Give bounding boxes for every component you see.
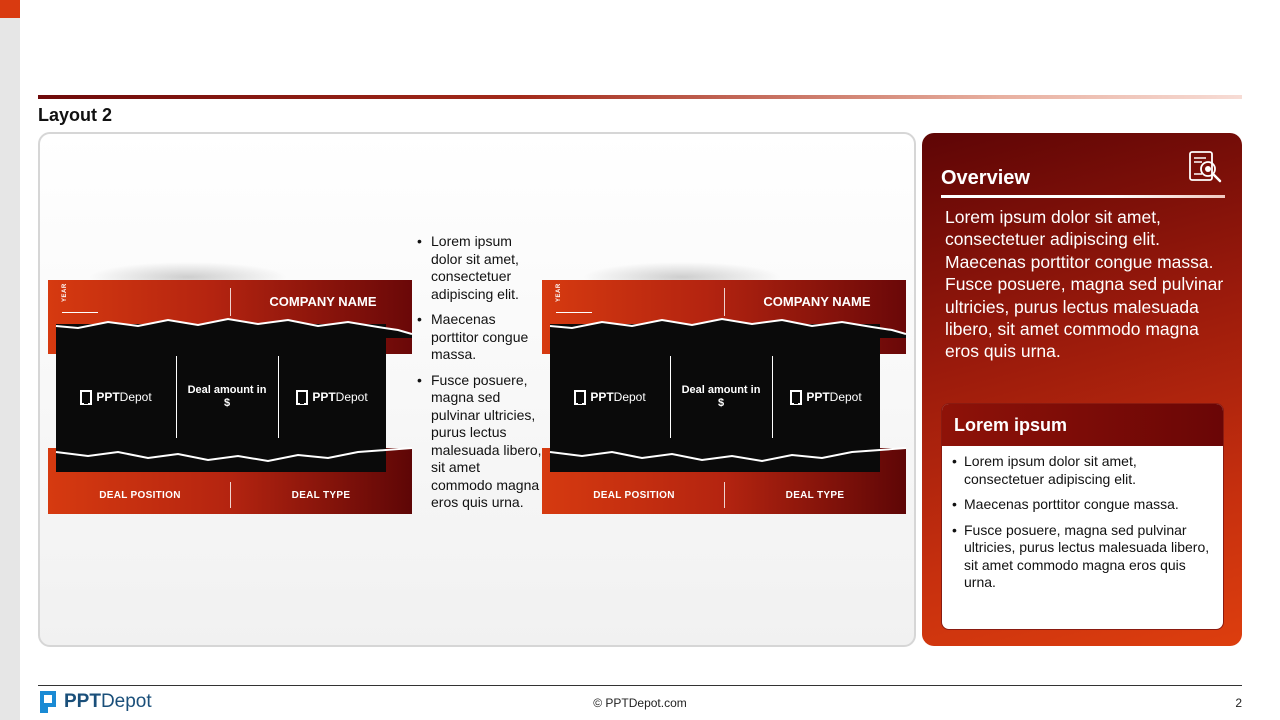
left-strip <box>0 0 20 720</box>
footer-logo-text: PPTDepot <box>64 691 152 712</box>
lorem-box <box>941 403 1224 630</box>
footer-logo <box>38 689 152 715</box>
pptdepot-logo-icon <box>574 390 586 405</box>
card-bottom-divider <box>230 482 231 508</box>
overview-underline <box>941 195 1225 198</box>
torn-edge-top <box>542 316 906 338</box>
card-top-divider <box>724 288 725 316</box>
year-underline <box>62 312 98 313</box>
overview-title: Overview <box>941 167 1030 189</box>
deal-amount: Deal amount in $ <box>187 384 267 409</box>
deal-card-2 <box>542 280 906 514</box>
main-panel <box>38 132 916 647</box>
pptdepot-logo-icon <box>80 390 92 405</box>
pptdepot-logo-icon <box>38 689 58 715</box>
list-item: • Lorem ipsum dolor sit amet, consectetuer adipiscing elit. <box>417 233 545 303</box>
company-logo-left <box>550 356 670 438</box>
overview-panel <box>922 133 1242 646</box>
lorem-box-header <box>942 404 1223 446</box>
deal-amount-cell <box>670 356 772 438</box>
torn-edge-bottom <box>542 444 906 466</box>
list-item: • Maecenas porttitor congue massa. <box>417 311 545 364</box>
company-name: COMPANY NAME <box>763 294 871 309</box>
torn-edge-top <box>48 316 412 338</box>
deal-amount: Deal amount in $ <box>681 384 761 409</box>
list-item: • Fusce posuere, magna sed pulvinar ultricies, purus lectus malesuada libero, sit amet commodo magna eros quis urna. <box>417 372 545 512</box>
logo-text: PPTDepot <box>806 390 862 404</box>
company-logo-left <box>56 356 176 438</box>
title-rule <box>38 95 1242 99</box>
company-logo-right <box>278 356 386 438</box>
lorem-bullet-list <box>942 446 1223 592</box>
list-item: • Fusce posuere, magna sed pulvinar ultricies, purus lectus malesuada libero, sit amet commodo magna eros quis urna. <box>952 522 1213 592</box>
document-search-icon <box>1186 149 1224 187</box>
year-label: YEAR <box>556 283 562 302</box>
lorem-box-title: Lorem ipsum <box>954 414 1068 435</box>
list-item: • Lorem ipsum dolor sit amet, consectetuer adipiscing elit. <box>952 453 1213 488</box>
footer-rule <box>38 685 1242 686</box>
logo-text: PPTDepot <box>590 390 646 404</box>
deal-amount-cell <box>176 356 278 438</box>
deal-position: DEAL POSITION <box>593 490 675 501</box>
pptdepot-logo-icon <box>790 390 802 405</box>
year-underline <box>556 312 592 313</box>
logo-text: PPTDepot <box>96 390 152 404</box>
left-strip-accent <box>0 0 20 18</box>
logo-text: PPTDepot <box>312 390 368 404</box>
company-logo-right <box>772 356 880 438</box>
page-number: 2 <box>1235 696 1242 710</box>
year-label: YEAR <box>62 283 68 302</box>
deal-card-1 <box>48 280 412 514</box>
pptdepot-logo-icon <box>296 390 308 405</box>
overview-text: Lorem ipsum dolor sit amet, consectetuer adipiscing elit. Maecenas porttitor congue massa. Fusce posuere, magna sed pulvinar ultricies, purus lectus malesuada libero, sit amet commodo magna eros quis urna. <box>945 207 1224 362</box>
copyright-text: © PPTDepot.com <box>593 696 687 710</box>
company-name: COMPANY NAME <box>269 294 377 309</box>
deal-type: DEAL TYPE <box>291 490 351 501</box>
card-top-divider <box>230 288 231 316</box>
deal-type: DEAL TYPE <box>785 490 845 501</box>
torn-edge-bottom <box>48 444 412 466</box>
card-bottom-divider <box>724 482 725 508</box>
deal-position: DEAL POSITION <box>99 490 181 501</box>
page-title: Layout 2 <box>38 105 113 125</box>
middle-bullet-list <box>417 233 545 520</box>
list-item: • Maecenas porttitor congue massa. <box>952 496 1213 514</box>
